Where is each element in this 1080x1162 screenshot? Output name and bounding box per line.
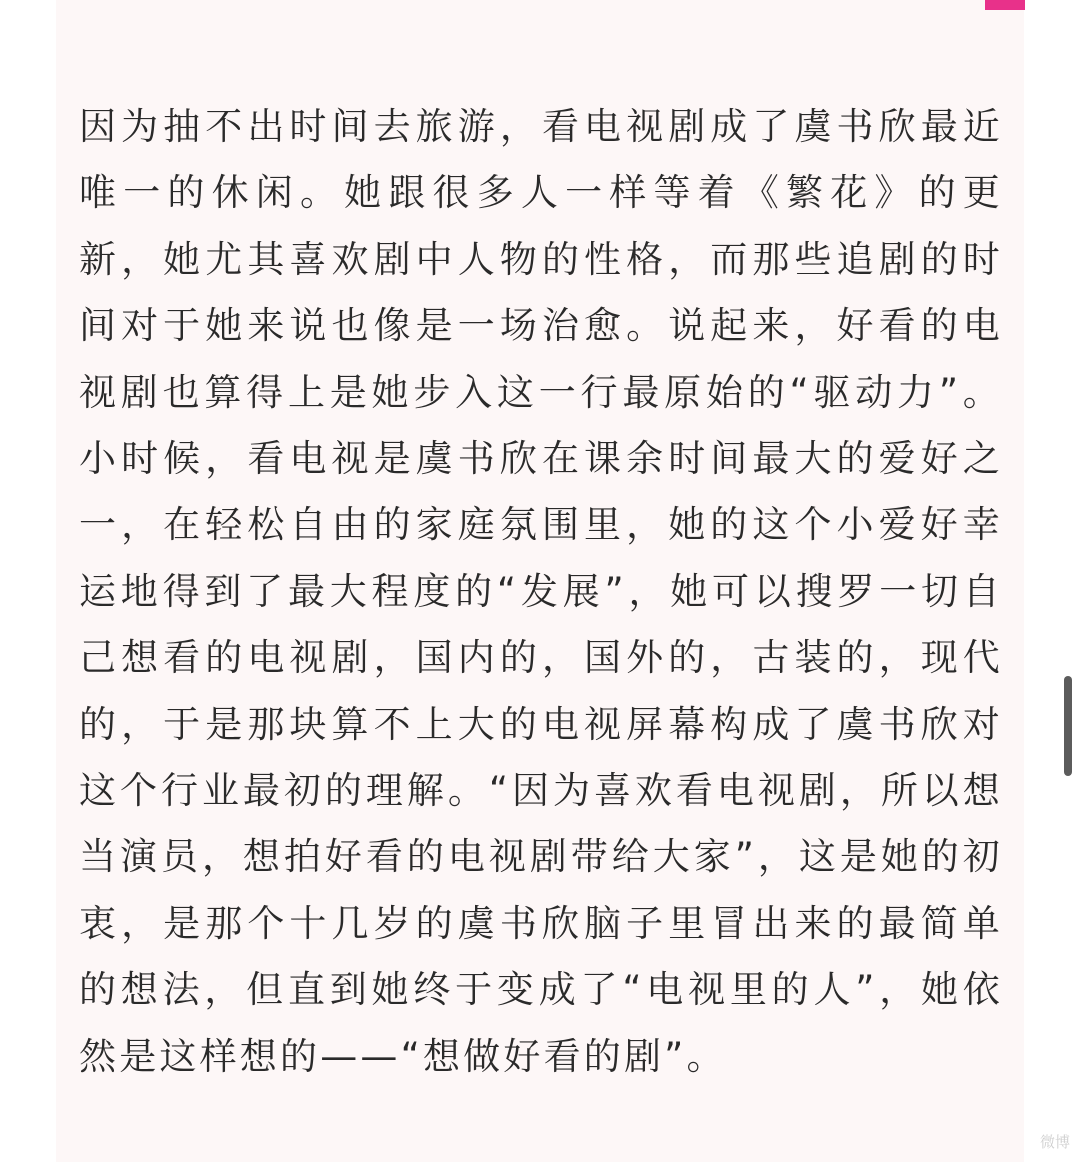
article-paragraph: 因为抽不出时间去旅游，看电视剧成了虞书欣最近唯一的休闲。她跟很多人一样等着《繁花》的更新，她尤其喜欢剧中人物的性格，而那些追剧的时间对于她来说也像是一场治愈。说起来，好看的电视剧也算得上是她步入这一行最原始的“驱动力”。小时候，看电视是虞书欣在课余时间最大的爱好之一，在轻松自由的家庭氛围里，她的这个小爱好幸运地得到了最大程度的“发展”，她可以搜罗一切自己想看的电视剧，国内的，国外的，古装的，现代的，于是那块算不上大的电视屏幕构成了虞书欣对这个行业最初的理解。“因为喜欢看电视剧，所以想当演员，想拍好看的电视剧带给大家”，这是她的初衷，是那个十几岁的虞书欣脑子里冒出来的最简单的想法，但直到她终于变成了“电视里的人”，她依然是这样想的——“想做好看的剧”。 xyxy=(79,105,1003,1078)
watermark: 微博 xyxy=(1039,1133,1070,1151)
accent-tab xyxy=(985,0,1025,10)
scrollbar-track[interactable] xyxy=(1060,0,1080,1162)
scrollbar-thumb[interactable] xyxy=(1064,676,1072,776)
